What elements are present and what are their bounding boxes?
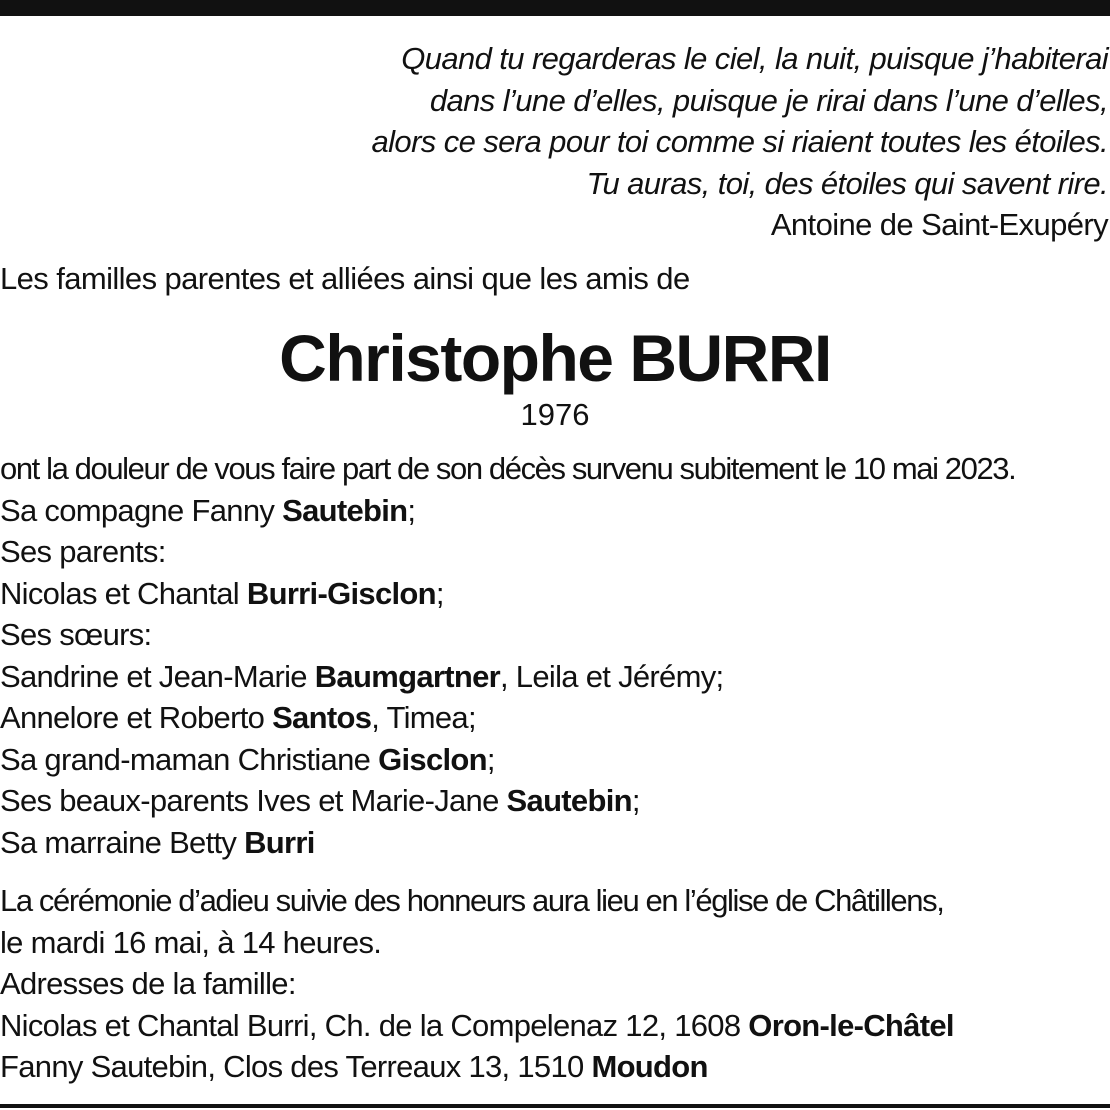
family-line-suffix: ; <box>407 492 416 528</box>
family-surname: Sautebin <box>506 783 632 818</box>
quote-line: alors ce sera pour toi comme si riaient toutes les étoiles. <box>371 124 1108 159</box>
birth-year: 1976 <box>520 397 590 432</box>
family-line-text: Sandrine et Jean-Marie <box>0 658 315 694</box>
family-line <box>0 531 1110 573</box>
address-town: Moudon <box>591 1049 708 1084</box>
family-line-suffix: ; <box>435 575 444 611</box>
family-line-suffix: ; <box>631 783 640 818</box>
family-surname: Gisclon <box>378 741 487 777</box>
family-line <box>0 656 1110 698</box>
address-text: Nicolas et Chantal Burri, Ch. de la Compelenaz 12, 1608 <box>0 1007 749 1043</box>
family-list <box>0 448 1110 863</box>
family-line-text: Ses sœurs: <box>0 617 152 652</box>
family-line-text: Ses parents: <box>0 534 166 569</box>
quote-line: Quand tu regarderas le ciel, la nuit, puisque j’habiterai <box>401 41 1108 76</box>
epigraph-quote <box>108 38 1108 246</box>
announcement-text: ont la douleur de vous faire part de son décès survenu subitement le 10 mai 2023. <box>0 451 1016 486</box>
family-line-text: Nicolas et Chantal <box>0 575 247 611</box>
family-surname: Burri <box>244 824 315 860</box>
family-line-text: Sa grand-maman Christiane <box>0 741 379 777</box>
deceased-name: Christophe BURRI <box>279 321 831 395</box>
quote-author: Antoine de Saint-Exupéry <box>770 207 1108 242</box>
family-line <box>0 780 1110 822</box>
family-line-text: Annelore et Roberto <box>0 700 273 735</box>
family-line-suffix: , Leila et Jérémy; <box>499 658 724 694</box>
address-town: Oron-le-Châtel <box>748 1007 954 1043</box>
address-text: Fanny Sautebin, Clos des Terreaux 13, 1510 <box>0 1049 592 1084</box>
quote-line: dans l’une d’elles, puisque je rirai dans l’une d’elles, <box>429 82 1108 118</box>
ceremony-date: le mardi 16 mai, à 14 heures. <box>0 924 382 960</box>
family-surname: Santos <box>272 700 372 735</box>
bottom-border-rule <box>0 1104 1110 1108</box>
addresses-label: Adresses de la famille: <box>0 966 296 1001</box>
family-line <box>0 490 1110 532</box>
family-line <box>0 822 1110 864</box>
family-surname: Baumgartner <box>314 658 500 694</box>
family-line-suffix: , Timea; <box>371 700 476 735</box>
family-line-text: Sa compagne Fanny <box>0 492 283 528</box>
top-border-rule <box>0 0 1110 16</box>
family-line <box>0 739 1110 781</box>
family-surname: Burri-Gisclon <box>246 575 436 611</box>
family-line <box>0 573 1110 615</box>
family-address <box>0 1046 1110 1088</box>
family-line-text: Sa marraine Betty <box>0 824 245 860</box>
ceremony-info <box>0 880 1110 1088</box>
intro-text: Les familles parentes et alliées ainsi que les amis de <box>0 261 690 296</box>
family-line <box>0 614 1110 656</box>
family-line <box>0 697 1110 739</box>
family-line-suffix: ; <box>486 741 495 777</box>
family-line-text: Ses beaux-parents Ives et Marie-Jane <box>0 783 507 818</box>
family-address <box>0 1005 1110 1047</box>
quote-line: Tu auras, toi, des étoiles qui savent rire. <box>586 165 1108 201</box>
family-surname: Sautebin <box>282 492 408 528</box>
ceremony-text: La cérémonie d’adieu suivie des honneurs aura lieu en l’église de Châtillens, <box>0 883 944 918</box>
